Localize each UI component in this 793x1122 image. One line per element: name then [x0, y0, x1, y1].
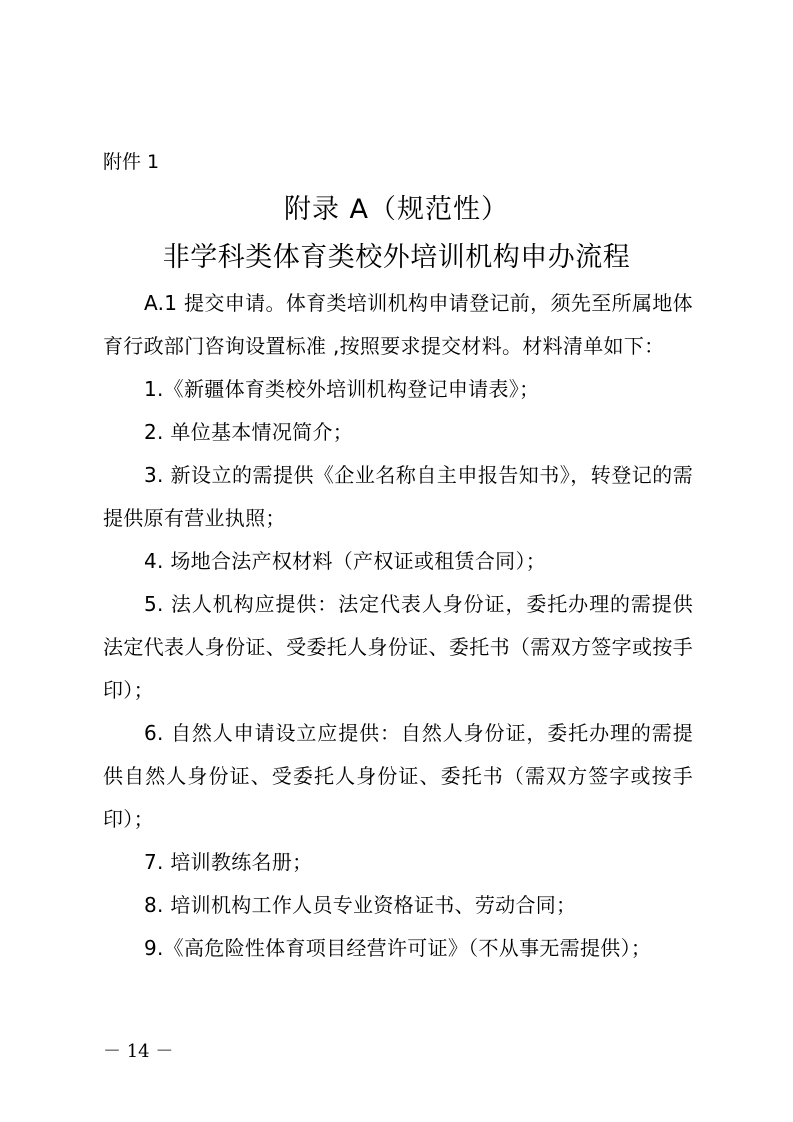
paragraph-submit-application: A.1 提交申请。体育类培训机构申请登记前，须先至所属地体育行政部门咨询设置标准 ,按照要求提交材料。材料清单如下：: [103, 291, 693, 358]
list-item-high-risk-license: 9.《高危险性体育项目经营许可证》（不从事无需提供）；: [144, 936, 652, 960]
list-item-registration-form: 1.《新疆体育类校外培训机构登记申请表》；: [144, 377, 540, 401]
appendix-heading: 附录 A（规范性）: [283, 194, 510, 225]
list-item-natural-person-documents: 6. 自然人申请设立应提供：自然人身份证，委托办理的需提供自然人身份证、受委托人身份证、委托书（需双方签字或按手印）；: [103, 721, 693, 831]
list-item-name-declaration: 3. 新设立的需提供《企业名称自主申报告知书》，转登记的需提供原有营业执照；: [103, 463, 693, 530]
list-item-legal-entity-documents: 5. 法人机构应提供：法定代表人身份证，委托办理的需提供法定代表人身份证、受委托人身份证、委托书（需双方签字或按手印）；: [103, 592, 693, 702]
list-item-staff-certificates: 8. 培训机构工作人员专业资格证书、劳动合同；: [144, 893, 577, 917]
annex-label: 附件 1: [103, 151, 160, 173]
document-title: 非学科类体育类校外培训机构申办流程: [162, 242, 631, 273]
body-text: [103, 282, 693, 970]
page-number: － 14 －: [103, 1041, 174, 1062]
list-item-venue-property: 4. 场地合法产权材料（产权证或租赁合同）；: [144, 549, 547, 573]
list-item-unit-introduction: 2. 单位基本情况简介；: [144, 420, 354, 444]
list-item-coach-roster: 7. 培训教练名册；: [144, 850, 313, 874]
